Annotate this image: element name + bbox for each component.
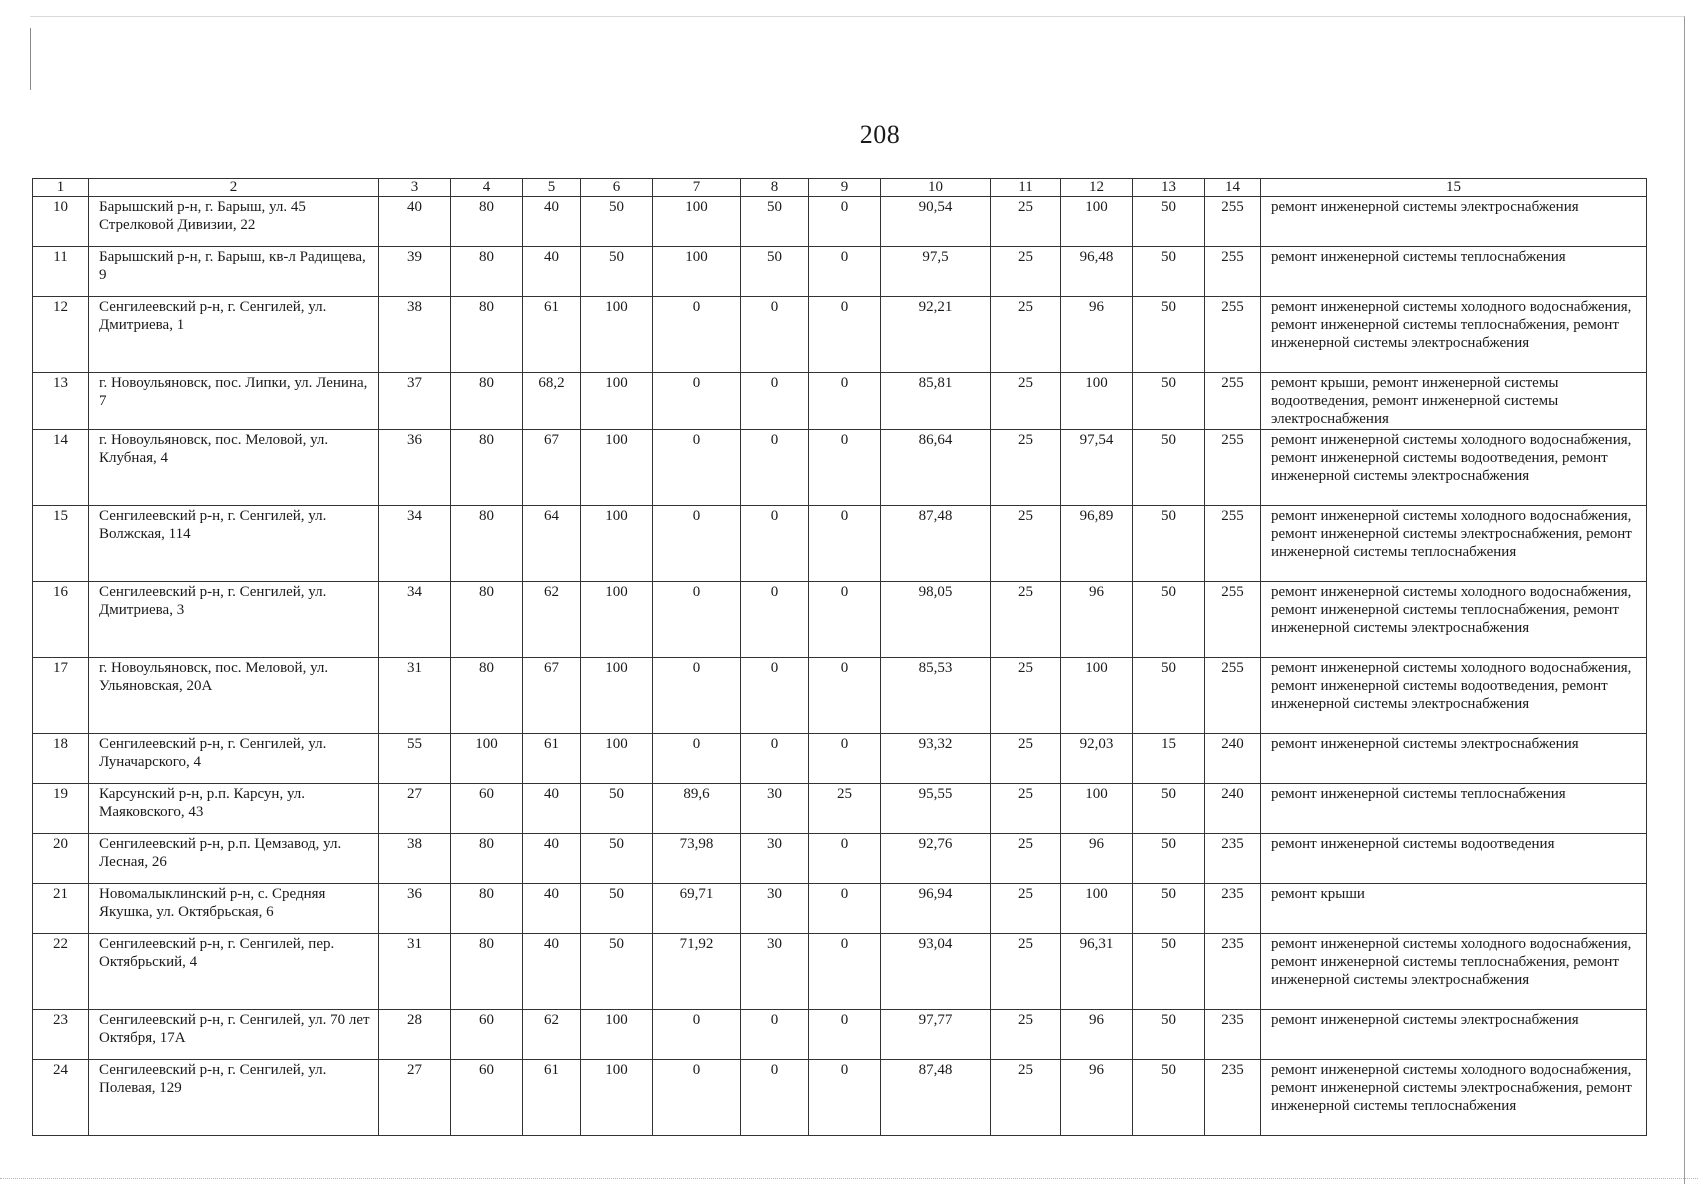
value-cell-col-12: 96 (1061, 582, 1133, 658)
value-cell-col-13: 50 (1133, 247, 1205, 297)
value-cell-col-5: 67 (523, 430, 581, 506)
value-cell-col-10: 96,94 (881, 884, 991, 934)
value-cell-col-4: 80 (451, 430, 523, 506)
value-cell-col-12: 96 (1061, 297, 1133, 373)
value-cell-col-11: 25 (991, 430, 1061, 506)
address-cell: Новомалыклинский р-н, с. Средняя Якушка, ул. Октябрьская, 6 (89, 884, 379, 934)
value-cell-col-9: 0 (809, 934, 881, 1010)
value-cell-col-11: 25 (991, 1010, 1061, 1060)
value-cell-col-5: 61 (523, 734, 581, 784)
value-cell-col-6: 50 (581, 197, 653, 247)
value-cell-col-13: 50 (1133, 373, 1205, 430)
value-cell-col-14: 255 (1205, 506, 1261, 582)
value-cell-col-8: 50 (741, 247, 809, 297)
column-header-12: 12 (1061, 179, 1133, 197)
value-cell-col-3: 31 (379, 934, 451, 1010)
value-cell-col-8: 30 (741, 784, 809, 834)
value-cell-col-12: 96,31 (1061, 934, 1133, 1010)
column-header-15: 15 (1261, 179, 1647, 197)
scan-bottom-edge (0, 1178, 1698, 1179)
value-cell-col-5: 40 (523, 834, 581, 884)
value-cell-col-12: 97,54 (1061, 430, 1133, 506)
value-cell-col-10: 85,53 (881, 658, 991, 734)
value-cell-col-5: 64 (523, 506, 581, 582)
work-description-cell: ремонт инженерной системы холодного водоснабжения, ремонт инженерной системы водоотведения, ремонт инженерной системы электроснабжения (1261, 658, 1647, 734)
value-cell-col-13: 50 (1133, 430, 1205, 506)
row-number-cell: 17 (33, 658, 89, 734)
value-cell-col-5: 40 (523, 934, 581, 1010)
address-cell: Сенгилеевский р-н, г. Сенгилей, ул. Дмитриева, 3 (89, 582, 379, 658)
table-row (33, 734, 1647, 784)
value-cell-col-4: 80 (451, 247, 523, 297)
value-cell-col-3: 36 (379, 430, 451, 506)
value-cell-col-13: 50 (1133, 1010, 1205, 1060)
work-description-cell: ремонт инженерной системы электроснабжения (1261, 1010, 1647, 1060)
value-cell-col-4: 80 (451, 658, 523, 734)
value-cell-col-12: 100 (1061, 884, 1133, 934)
value-cell-col-4: 80 (451, 582, 523, 658)
value-cell-col-4: 60 (451, 1010, 523, 1060)
row-number-cell: 16 (33, 582, 89, 658)
value-cell-col-5: 67 (523, 658, 581, 734)
value-cell-col-9: 0 (809, 658, 881, 734)
table-row (33, 430, 1647, 506)
value-cell-col-14: 235 (1205, 1010, 1261, 1060)
value-cell-col-13: 50 (1133, 884, 1205, 934)
table-body (33, 197, 1647, 1136)
table-row (33, 1010, 1647, 1060)
value-cell-col-10: 98,05 (881, 582, 991, 658)
value-cell-col-11: 25 (991, 884, 1061, 934)
value-cell-col-12: 92,03 (1061, 734, 1133, 784)
address-cell: Барышский р-н, г. Барыш, ул. 45 Стрелковой Дивизии, 22 (89, 197, 379, 247)
column-header-5: 5 (523, 179, 581, 197)
value-cell-col-7: 69,71 (653, 884, 741, 934)
row-number-cell: 10 (33, 197, 89, 247)
value-cell-col-6: 50 (581, 884, 653, 934)
value-cell-col-11: 25 (991, 197, 1061, 247)
value-cell-col-11: 25 (991, 934, 1061, 1010)
value-cell-col-4: 80 (451, 884, 523, 934)
value-cell-col-7: 0 (653, 582, 741, 658)
row-number-cell: 15 (33, 506, 89, 582)
table-row (33, 373, 1647, 430)
value-cell-col-14: 255 (1205, 247, 1261, 297)
value-cell-col-7: 0 (653, 658, 741, 734)
value-cell-col-3: 40 (379, 197, 451, 247)
value-cell-col-13: 50 (1133, 1060, 1205, 1136)
value-cell-col-6: 100 (581, 582, 653, 658)
work-description-cell: ремонт инженерной системы холодного водоснабжения, ремонт инженерной системы теплоснабжения, ремонт инженерной системы электроснабжения (1261, 297, 1647, 373)
value-cell-col-11: 25 (991, 297, 1061, 373)
address-cell: Сенгилеевский р-н, г. Сенгилей, ул. Полевая, 129 (89, 1060, 379, 1136)
work-description-cell: ремонт инженерной системы водоотведения (1261, 834, 1647, 884)
value-cell-col-8: 0 (741, 1010, 809, 1060)
value-cell-col-3: 39 (379, 247, 451, 297)
value-cell-col-13: 50 (1133, 582, 1205, 658)
row-number-cell: 23 (33, 1010, 89, 1060)
value-cell-col-9: 0 (809, 1010, 881, 1060)
value-cell-col-4: 80 (451, 934, 523, 1010)
value-cell-col-13: 50 (1133, 834, 1205, 884)
value-cell-col-6: 50 (581, 834, 653, 884)
value-cell-col-14: 235 (1205, 934, 1261, 1010)
value-cell-col-12: 100 (1061, 658, 1133, 734)
value-cell-col-8: 0 (741, 658, 809, 734)
work-description-cell: ремонт инженерной системы холодного водоснабжения, ремонт инженерной системы водоотведения, ремонт инженерной системы электроснабжения (1261, 430, 1647, 506)
address-cell: Сенгилеевский р-н, г. Сенгилей, ул. Дмитриева, 1 (89, 297, 379, 373)
value-cell-col-13: 50 (1133, 934, 1205, 1010)
value-cell-col-3: 28 (379, 1010, 451, 1060)
value-cell-col-14: 240 (1205, 734, 1261, 784)
value-cell-col-11: 25 (991, 734, 1061, 784)
value-cell-col-11: 25 (991, 658, 1061, 734)
value-cell-col-6: 100 (581, 506, 653, 582)
value-cell-col-12: 100 (1061, 197, 1133, 247)
column-header-8: 8 (741, 179, 809, 197)
column-header-2: 2 (89, 179, 379, 197)
value-cell-col-4: 60 (451, 784, 523, 834)
value-cell-col-8: 0 (741, 297, 809, 373)
address-cell: г. Новоульяновск, пос. Меловой, ул. Ульяновская, 20А (89, 658, 379, 734)
value-cell-col-12: 96 (1061, 1060, 1133, 1136)
value-cell-col-3: 34 (379, 582, 451, 658)
work-description-cell: ремонт инженерной системы холодного водоснабжения, ремонт инженерной системы теплоснабжения, ремонт инженерной системы электроснабжения (1261, 582, 1647, 658)
address-cell: Карсунский р-н, р.п. Карсун, ул. Маяковского, 43 (89, 784, 379, 834)
column-header-14: 14 (1205, 179, 1261, 197)
work-description-cell: ремонт инженерной системы холодного водоснабжения, ремонт инженерной системы электроснабжения, ремонт инженерной системы теплоснабжения (1261, 506, 1647, 582)
value-cell-col-7: 0 (653, 506, 741, 582)
value-cell-col-6: 50 (581, 784, 653, 834)
work-description-cell: ремонт инженерной системы холодного водоснабжения, ремонт инженерной системы теплоснабжения, ремонт инженерной системы электроснабжения (1261, 934, 1647, 1010)
value-cell-col-8: 0 (741, 734, 809, 784)
work-description-cell: ремонт инженерной системы холодного водоснабжения, ремонт инженерной системы электроснабжения, ремонт инженерной системы теплоснабжения (1261, 1060, 1647, 1136)
value-cell-col-4: 80 (451, 834, 523, 884)
column-header-10: 10 (881, 179, 991, 197)
value-cell-col-4: 80 (451, 297, 523, 373)
value-cell-col-3: 36 (379, 884, 451, 934)
value-cell-col-13: 50 (1133, 297, 1205, 373)
value-cell-col-12: 100 (1061, 373, 1133, 430)
value-cell-col-10: 93,32 (881, 734, 991, 784)
value-cell-col-7: 0 (653, 297, 741, 373)
table-header-row (33, 179, 1647, 197)
value-cell-col-10: 92,21 (881, 297, 991, 373)
value-cell-col-11: 25 (991, 506, 1061, 582)
work-description-cell: ремонт крыши, ремонт инженерной системы водоотведения, ремонт инженерной системы электроснабжения (1261, 373, 1647, 430)
value-cell-col-5: 61 (523, 1060, 581, 1136)
value-cell-col-7: 0 (653, 734, 741, 784)
value-cell-col-5: 68,2 (523, 373, 581, 430)
value-cell-col-12: 96 (1061, 1010, 1133, 1060)
value-cell-col-3: 27 (379, 784, 451, 834)
row-number-cell: 13 (33, 373, 89, 430)
value-cell-col-10: 97,5 (881, 247, 991, 297)
row-number-cell: 18 (33, 734, 89, 784)
value-cell-col-4: 80 (451, 373, 523, 430)
value-cell-col-5: 61 (523, 297, 581, 373)
value-cell-col-14: 255 (1205, 297, 1261, 373)
value-cell-col-8: 0 (741, 582, 809, 658)
value-cell-col-4: 80 (451, 197, 523, 247)
value-cell-col-5: 40 (523, 197, 581, 247)
value-cell-col-9: 25 (809, 784, 881, 834)
table-row (33, 834, 1647, 884)
table-row (33, 247, 1647, 297)
address-cell: Сенгилеевский р-н, г. Сенгилей, ул. 70 лет Октября, 17А (89, 1010, 379, 1060)
value-cell-col-7: 0 (653, 373, 741, 430)
value-cell-col-5: 40 (523, 784, 581, 834)
row-number-cell: 21 (33, 884, 89, 934)
column-header-1: 1 (33, 179, 89, 197)
value-cell-col-8: 0 (741, 430, 809, 506)
table-row (33, 658, 1647, 734)
value-cell-col-9: 0 (809, 1060, 881, 1136)
table-row (33, 1060, 1647, 1136)
value-cell-col-9: 0 (809, 373, 881, 430)
value-cell-col-8: 30 (741, 834, 809, 884)
table-row (33, 297, 1647, 373)
value-cell-col-11: 25 (991, 1060, 1061, 1136)
address-cell: Сенгилеевский р-н, р.п. Цемзавод, ул. Лесная, 26 (89, 834, 379, 884)
value-cell-col-14: 235 (1205, 884, 1261, 934)
value-cell-col-12: 96,89 (1061, 506, 1133, 582)
work-description-cell: ремонт инженерной системы теплоснабжения (1261, 784, 1647, 834)
value-cell-col-7: 89,6 (653, 784, 741, 834)
value-cell-col-3: 38 (379, 834, 451, 884)
value-cell-col-3: 37 (379, 373, 451, 430)
value-cell-col-13: 50 (1133, 658, 1205, 734)
value-cell-col-11: 25 (991, 784, 1061, 834)
value-cell-col-8: 0 (741, 506, 809, 582)
value-cell-col-10: 92,76 (881, 834, 991, 884)
value-cell-col-5: 62 (523, 1010, 581, 1060)
address-cell: Сенгилеевский р-н, г. Сенгилей, пер. Октябрьский, 4 (89, 934, 379, 1010)
row-number-cell: 19 (33, 784, 89, 834)
value-cell-col-3: 34 (379, 506, 451, 582)
value-cell-col-8: 50 (741, 197, 809, 247)
value-cell-col-3: 31 (379, 658, 451, 734)
value-cell-col-6: 100 (581, 1060, 653, 1136)
column-header-11: 11 (991, 179, 1061, 197)
column-header-7: 7 (653, 179, 741, 197)
value-cell-col-13: 50 (1133, 784, 1205, 834)
table-row (33, 884, 1647, 934)
column-header-3: 3 (379, 179, 451, 197)
value-cell-col-9: 0 (809, 297, 881, 373)
value-cell-col-6: 50 (581, 934, 653, 1010)
table-row (33, 582, 1647, 658)
value-cell-col-3: 27 (379, 1060, 451, 1136)
row-number-cell: 22 (33, 934, 89, 1010)
value-cell-col-14: 255 (1205, 373, 1261, 430)
table-row (33, 934, 1647, 1010)
column-header-6: 6 (581, 179, 653, 197)
value-cell-col-10: 95,55 (881, 784, 991, 834)
value-cell-col-9: 0 (809, 197, 881, 247)
value-cell-col-14: 235 (1205, 834, 1261, 884)
value-cell-col-7: 0 (653, 1010, 741, 1060)
table-row (33, 197, 1647, 247)
value-cell-col-9: 0 (809, 247, 881, 297)
value-cell-col-11: 25 (991, 247, 1061, 297)
value-cell-col-4: 80 (451, 506, 523, 582)
value-cell-col-14: 255 (1205, 430, 1261, 506)
value-cell-col-10: 87,48 (881, 1060, 991, 1136)
address-cell: Барышский р-н, г. Барыш, кв-л Радищева, 9 (89, 247, 379, 297)
value-cell-col-8: 0 (741, 1060, 809, 1136)
value-cell-col-3: 38 (379, 297, 451, 373)
value-cell-col-8: 30 (741, 884, 809, 934)
value-cell-col-9: 0 (809, 506, 881, 582)
value-cell-col-5: 40 (523, 884, 581, 934)
value-cell-col-10: 90,54 (881, 197, 991, 247)
data-table (32, 178, 1647, 1136)
value-cell-col-4: 100 (451, 734, 523, 784)
value-cell-col-7: 0 (653, 1060, 741, 1136)
value-cell-col-11: 25 (991, 834, 1061, 884)
column-header-4: 4 (451, 179, 523, 197)
value-cell-col-7: 71,92 (653, 934, 741, 1010)
value-cell-col-7: 100 (653, 247, 741, 297)
value-cell-col-13: 50 (1133, 506, 1205, 582)
value-cell-col-10: 85,81 (881, 373, 991, 430)
value-cell-col-9: 0 (809, 884, 881, 934)
value-cell-col-6: 100 (581, 734, 653, 784)
row-number-cell: 12 (33, 297, 89, 373)
value-cell-col-14: 255 (1205, 197, 1261, 247)
value-cell-col-5: 62 (523, 582, 581, 658)
address-cell: Сенгилеевский р-н, г. Сенгилей, ул. Луначарского, 4 (89, 734, 379, 784)
value-cell-col-11: 25 (991, 373, 1061, 430)
value-cell-col-14: 255 (1205, 658, 1261, 734)
value-cell-col-12: 96,48 (1061, 247, 1133, 297)
value-cell-col-10: 97,77 (881, 1010, 991, 1060)
value-cell-col-14: 235 (1205, 1060, 1261, 1136)
value-cell-col-13: 50 (1133, 197, 1205, 247)
table-row (33, 784, 1647, 834)
work-description-cell: ремонт инженерной системы электроснабжения (1261, 197, 1647, 247)
column-header-9: 9 (809, 179, 881, 197)
value-cell-col-12: 96 (1061, 834, 1133, 884)
row-number-cell: 24 (33, 1060, 89, 1136)
page-number: 208 (859, 120, 901, 149)
value-cell-col-8: 30 (741, 934, 809, 1010)
value-cell-col-10: 93,04 (881, 934, 991, 1010)
value-cell-col-3: 55 (379, 734, 451, 784)
value-cell-col-11: 25 (991, 582, 1061, 658)
value-cell-col-6: 100 (581, 1010, 653, 1060)
value-cell-col-5: 40 (523, 247, 581, 297)
address-cell: г. Новоульяновск, пос. Меловой, ул. Клубная, 4 (89, 430, 379, 506)
address-cell: Сенгилеевский р-н, г. Сенгилей, ул. Волжская, 114 (89, 506, 379, 582)
address-cell: г. Новоульяновск, пос. Липки, ул. Ленина, 7 (89, 373, 379, 430)
value-cell-col-4: 60 (451, 1060, 523, 1136)
row-number-cell: 11 (33, 247, 89, 297)
value-cell-col-7: 0 (653, 430, 741, 506)
value-cell-col-9: 0 (809, 734, 881, 784)
value-cell-col-10: 86,64 (881, 430, 991, 506)
value-cell-col-9: 0 (809, 430, 881, 506)
value-cell-col-6: 100 (581, 297, 653, 373)
value-cell-col-13: 15 (1133, 734, 1205, 784)
column-header-13: 13 (1133, 179, 1205, 197)
value-cell-col-9: 0 (809, 834, 881, 884)
work-description-cell: ремонт инженерной системы электроснабжения (1261, 734, 1647, 784)
work-description-cell: ремонт инженерной системы теплоснабжения (1261, 247, 1647, 297)
value-cell-col-7: 100 (653, 197, 741, 247)
value-cell-col-9: 0 (809, 582, 881, 658)
value-cell-col-14: 255 (1205, 582, 1261, 658)
row-number-cell: 20 (33, 834, 89, 884)
value-cell-col-8: 0 (741, 373, 809, 430)
value-cell-col-6: 100 (581, 430, 653, 506)
value-cell-col-6: 50 (581, 247, 653, 297)
work-description-cell: ремонт крыши (1261, 884, 1647, 934)
scan-edge-mark (30, 28, 31, 90)
table-row (33, 506, 1647, 582)
value-cell-col-14: 240 (1205, 784, 1261, 834)
value-cell-col-10: 87,48 (881, 506, 991, 582)
row-number-cell: 14 (33, 430, 89, 506)
value-cell-col-12: 100 (1061, 784, 1133, 834)
value-cell-col-7: 73,98 (653, 834, 741, 884)
value-cell-col-6: 100 (581, 658, 653, 734)
value-cell-col-6: 100 (581, 373, 653, 430)
